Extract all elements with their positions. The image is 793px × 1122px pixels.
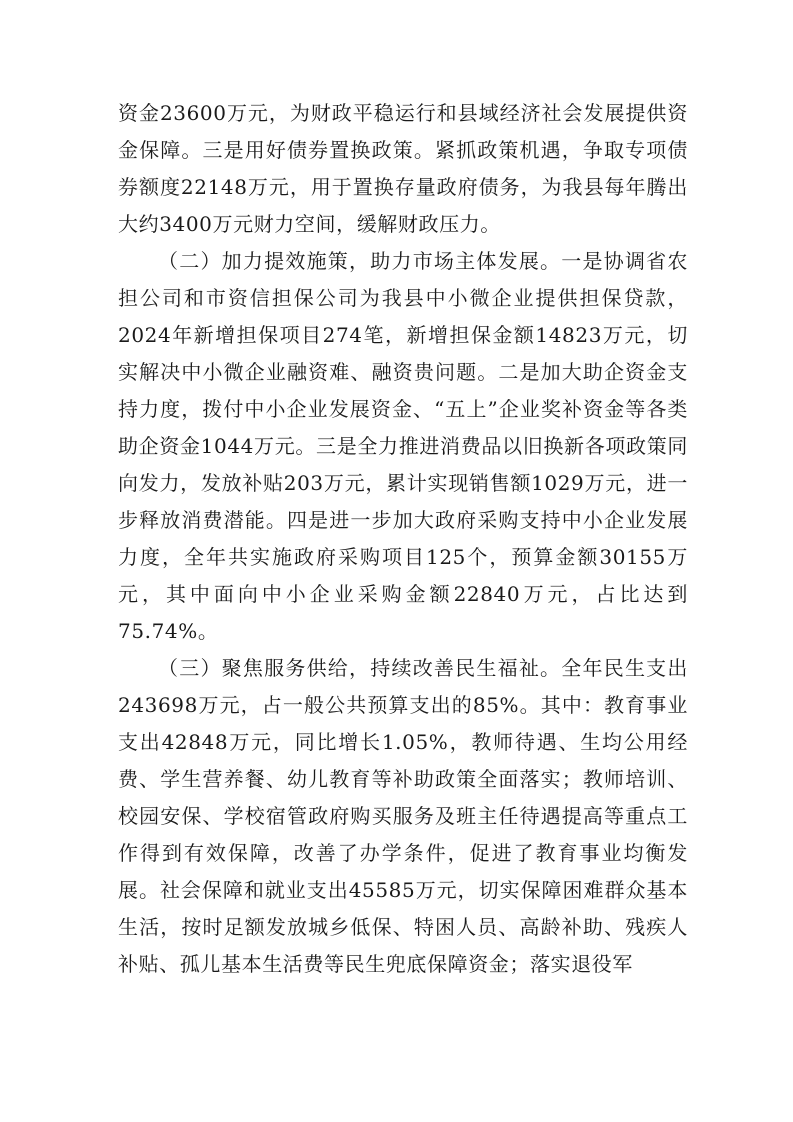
section-heading: （二）加力提效施策，助力市场主体发展。 <box>158 249 562 273</box>
document-page <box>118 95 688 983</box>
section-heading: （三）聚焦服务供给，持续改善民生福祉。 <box>158 656 562 680</box>
paragraph-section-2 <box>118 243 688 650</box>
paragraph-section-3 <box>118 650 688 983</box>
paragraph-body: 资金23600万元，为财政平稳运行和县域经济社会发展提供资金保障。三是用好债券置换政策。紧抓政策机遇，争取专项债券额度22148万元，用于置换存量政府债务，为我县每年腾出大约3400万元财力空间，缓解财政压力。 <box>118 101 688 236</box>
paragraph-body: 全年民生支出243698万元，占一般公共预算支出的85%。其中：教育事业支出42848万元，同比增长1.05%，教师待遇、生均公用经费、学生营养餐、幼儿教育等补助政策全面落实；教师培训、校园安保、学校宿管政府购买服务及班主任待遇提高等重点工作得到有效保障，改善了办学条件，促进了教育事业均衡发展。社会保障和就业支出45585万元，切实保障困难群众基本生活，按时足额发放城乡低保、特困人员、高龄补助、残疾人补贴、孤儿基本生活费等民生兜底保障资金；落实退役军 <box>118 656 688 976</box>
paragraph-continued <box>118 95 688 243</box>
paragraph-body: 一是协调省农担公司和市资信担保公司为我县中小微企业提供担保贷款，2024年新增担保项目274笔，新增担保金额14823万元，切实解决中小微企业融资难、融资贵问题。二是加大助企资金支持力度，拨付中小企业发展资金、“五上”企业奖补资金等各类助企资金1044万元。三是全力推进消费品以旧换新各项政策同向发力，发放补贴203万元，累计实现销售额1029万元，进一步释放消费潜能。四是进一步加大政府采购支持中小企业发展力度，全年共实施政府采购项目125个，预算金额30155万元，其中面向中小企业采购金额22840万元，占比达到75.74%。 <box>118 249 688 643</box>
